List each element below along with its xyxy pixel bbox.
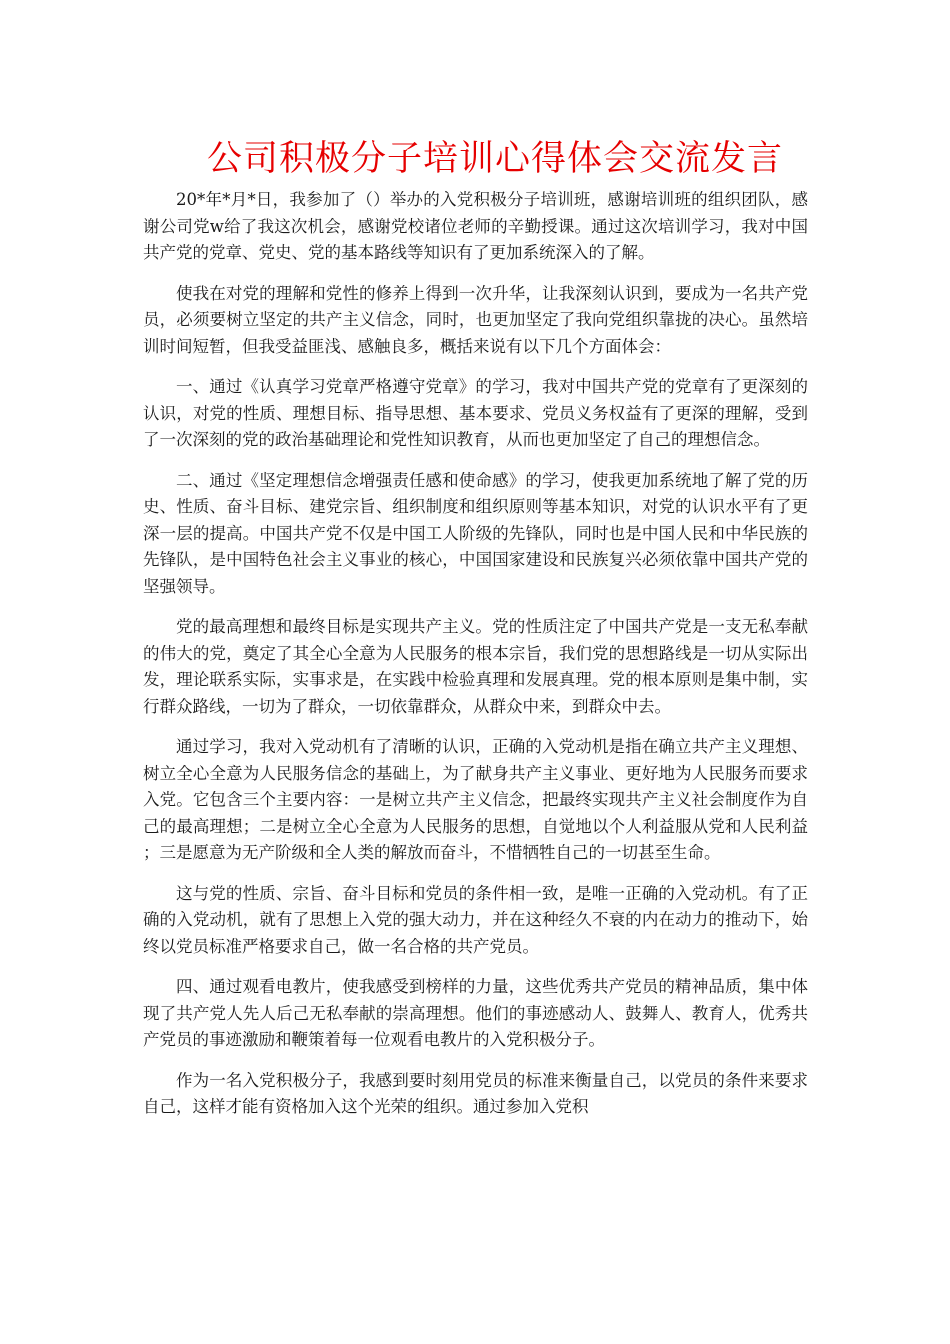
paragraph-5: 党的最高理想和最终目标是实现共产主义。党的性质注定了中国共产党是一支无私奉献的伟大的党，奠定了其全心全意为人民服务的根本宗旨，我们党的思想路线是一切从实际出发，理论联系实际，实事求是，在实践中检验真理和发展真理。党的根本原则是集中制，实行群众路线，一切为了群众，一切依靠群众，从群众中来，到群众中去。 bbox=[143, 617, 808, 716]
paragraph-6: 通过学习，我对入党动机有了清晰的认识，正确的入党动机是指在确立共产主义理想、树立全心全意为人民服务信念的基础上，为了献身共产主义事业、更好地为人民服务而要求入党。它包含三个主要内容：一是树立共产主义信念，把最终实现共产主义社会制度作为自己的最高理想；二是树立全心全意为人民服务的思想，自觉地以个人利益服从党和人民利益；三是愿意为无产阶级和全人类的解放而奋斗，不惜牺牲自己的一切甚至生命。 bbox=[143, 737, 808, 862]
paragraph-4: 二、通过《坚定理想信念增强责任感和使命感》的学习，使我更加系统地了解了党的历史、性质、奋斗目标、建党宗旨、组织制度和组织原则等基本知识，对党的认识水平有了更深一层的提高。中国共产党不仅是中国工人阶级的先锋队，同时也是中国人民和中华民族的先锋队，是中国特色社会主义事业的核心，中国国家建设和民族复兴必须依靠中国共产党的坚强领导。 bbox=[143, 470, 808, 596]
document-body bbox=[143, 187, 808, 1135]
document-title: 公司积极分子培训心得体会交流发言 bbox=[206, 139, 783, 179]
paragraph-2: 使我在对党的理解和党性的修养上得到一次升华，让我深刻认识到，要成为一名共产党员，必须要树立坚定的共产主义信念，同时，也更加坚定了我向党组织靠拢的决心。虽然培训时间短暂，但我受益匪浅、感触良多，概括来说有以下几个方面体会： bbox=[143, 283, 808, 356]
paragraph-1: 20*年*月*日，我参加了（）举办的入党积极分子培训班，感谢培训班的组织团队，感谢公司党w给了我这次机会，感谢党校诸位老师的辛勤授课。通过这次培训学习，我对中国共产党的党章、党史、党的基本路线等知识有了更加系统深入的了解。 bbox=[143, 190, 808, 262]
paragraph-7: 这与党的性质、宗旨、奋斗目标和党员的条件相一致，是唯一正确的入党动机。有了正确的入党动机，就有了思想上入党的强大动力，并在这种经久不衰的内在动力的推动下，始终以党员标准严格要求自己，做一名合格的共产党员。 bbox=[143, 883, 808, 956]
paragraph-9: 作为一名入党积极分子，我感到要时刻用党员的标准来衡量自己，以党员的条件来要求自己，这样才能有资格加入这个光荣的组织。通过参加入党积 bbox=[143, 1070, 808, 1116]
paragraph-8: 四、通过观看电教片，使我感受到榜样的力量，这些优秀共产党员的精神品质，集中体现了共产党人先人后己无私奉献的崇高理想。他们的事迹感动人、鼓舞人、教育人，优秀共产党员的事迹激励和鞭策着每一位观看电教片的入党积极分子。 bbox=[143, 977, 808, 1049]
paragraph-3: 一、通过《认真学习党章严格遵守党章》的学习，我对中国共产党的党章有了更深刻的认识，对党的性质、理想目标、指导思想、基本要求、党员义务权益有了更深的理解，受到了一次深刻的党的政治基础理论和党性知识教育，从而也更加坚定了自己的理想信念。 bbox=[143, 377, 808, 449]
